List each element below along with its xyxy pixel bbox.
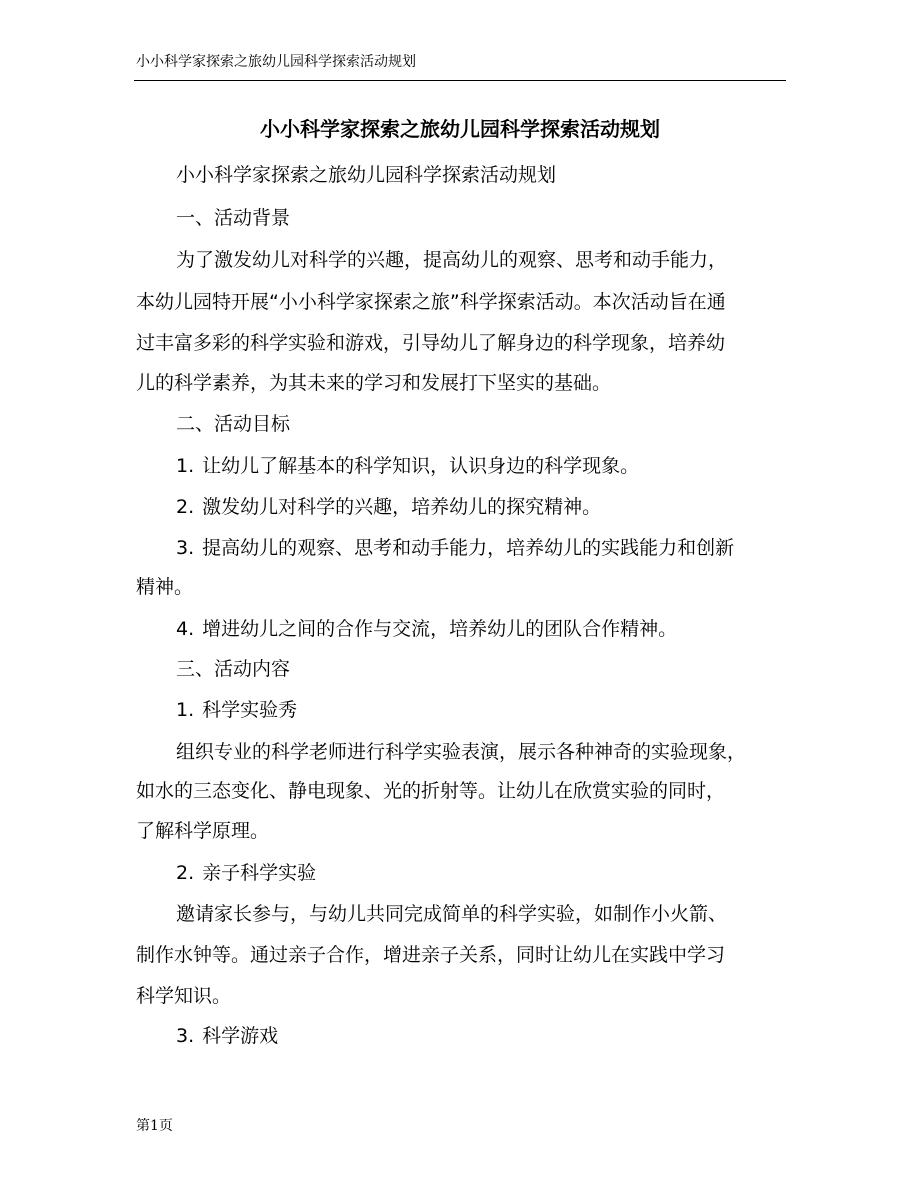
page-number: 第1页 bbox=[136, 1118, 173, 1134]
goal-item-text: 激发幼儿对科学的兴趣，培养幼儿的探究精神。 bbox=[202, 496, 602, 518]
goal-item-continuation: 精神。 bbox=[136, 576, 194, 598]
goal-item bbox=[176, 616, 677, 642]
section-heading-content: 三、活动内容 bbox=[176, 658, 291, 680]
background-paragraph-line: 儿的科学素养，为其未来的学习和发展打下坚实的基础。 bbox=[136, 372, 612, 394]
goal-item-text: 提高幼儿的观察、思考和动手能力，培养幼儿的实践能力和创新 bbox=[202, 537, 735, 559]
goal-item-number: 2. bbox=[176, 496, 195, 518]
goal-item-text: 让幼儿了解基本的科学知识，认识身边的科学现象。 bbox=[202, 455, 640, 477]
goal-item bbox=[176, 535, 734, 561]
section-heading-goals: 二、活动目标 bbox=[176, 413, 291, 435]
content-item-title: 科学实验秀 bbox=[202, 699, 298, 721]
goal-item-number: 1. bbox=[176, 455, 195, 477]
content-item-number: 3. bbox=[176, 1025, 195, 1047]
content-item-number: 2. bbox=[176, 862, 195, 884]
document-title: 小小科学家探索之旅幼儿园科学探索活动规划 bbox=[260, 117, 660, 141]
parent-child-paragraph-line: 邀请家长参与，与幼儿共同完成简单的科学实验，如制作小火箭、 bbox=[176, 903, 728, 925]
goal-item-number: 4. bbox=[176, 618, 195, 640]
running-header: 小小科学家探索之旅幼儿园科学探索活动规划 bbox=[136, 54, 416, 70]
header-divider bbox=[134, 80, 786, 81]
content-item-heading bbox=[176, 697, 297, 723]
goal-item-number: 3. bbox=[176, 537, 195, 559]
content-item-number: 1. bbox=[176, 699, 195, 721]
goal-item-text: 增进幼儿之间的合作与交流，培养幼儿的团队合作精神。 bbox=[202, 618, 678, 640]
content-item-heading bbox=[176, 1023, 278, 1049]
background-paragraph-line: 过丰富多彩的科学实验和游戏，引导幼儿了解身边的科学现象，培养幼 bbox=[136, 332, 726, 354]
goal-item bbox=[176, 494, 601, 520]
section-heading-background: 一、活动背景 bbox=[176, 207, 291, 229]
content-item-title: 科学游戏 bbox=[202, 1025, 279, 1047]
experiment-show-paragraph-line: 如水的三态变化、静电现象、光的折射等。让幼儿在欣赏实验的同时， bbox=[136, 780, 726, 802]
experiment-show-paragraph-line: 组织专业的科学老师进行科学实验表演，展示各种神奇的实验现象， bbox=[176, 741, 747, 763]
goal-item bbox=[176, 453, 639, 479]
background-paragraph-line: 本幼儿园特开展“小小科学家探索之旅”科学探索活动。本次活动旨在通 bbox=[136, 291, 726, 313]
document-subtitle: 小小科学家探索之旅幼儿园科学探索活动规划 bbox=[176, 164, 557, 186]
content-item-heading bbox=[176, 860, 316, 886]
parent-child-paragraph-line: 科学知识。 bbox=[136, 985, 232, 1007]
parent-child-paragraph-line: 制作水钟等。通过亲子合作，增进亲子关系，同时让幼儿在实践中学习 bbox=[136, 944, 726, 966]
background-paragraph-line: 为了激发幼儿对科学的兴趣，提高幼儿的观察、思考和动手能力， bbox=[176, 249, 728, 271]
experiment-show-paragraph-line: 了解科学原理。 bbox=[136, 820, 270, 842]
content-item-title: 亲子科学实验 bbox=[202, 862, 317, 884]
